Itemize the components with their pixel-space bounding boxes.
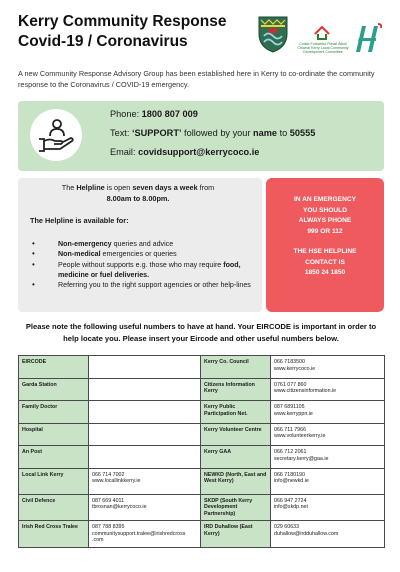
helping-hand-icon-bg: [30, 109, 82, 161]
list-item: [30, 239, 256, 249]
emergency-line: 1850 24 1850: [304, 269, 346, 276]
table-value-cell: [271, 378, 385, 401]
table-value-cell[interactable]: [89, 423, 201, 446]
contact-box: [18, 101, 384, 171]
table-value-cell[interactable]: [89, 356, 201, 379]
hours-post: from: [197, 183, 215, 192]
table-label-cell: Garda Station: [19, 378, 89, 401]
table-label-cell: Local Link Kerry: [19, 468, 89, 494]
useful-numbers-table: [18, 355, 385, 548]
table-row: [19, 401, 385, 424]
cell-line: www.kerrycoco.ie: [274, 365, 316, 372]
kerry-lcdc-logo-icon: [294, 26, 350, 68]
item-text: People without supports e.g. those who may require: [58, 260, 224, 269]
table-value-cell: [271, 401, 385, 424]
text-to: to: [277, 128, 290, 138]
hours-range: 8.00am to 8.00pm.: [106, 194, 170, 203]
table-value-cell: [271, 423, 385, 446]
table-label-cell: Citizens Information Kerry: [201, 378, 271, 401]
table-label-cell: Civil Defence: [19, 494, 89, 521]
table-value-cell: [271, 446, 385, 469]
contact-email: [110, 147, 259, 157]
text-keyword: ‘SUPPORT’: [131, 128, 182, 138]
helpline-box: [18, 178, 262, 312]
table-label-cell: IRD Duhallow (East Kerry): [201, 521, 271, 548]
cell-line: 029 60633: [274, 524, 300, 530]
hours-days: seven days a week: [132, 183, 198, 192]
table-value-cell[interactable]: [89, 378, 201, 401]
cell-line: 087 669 4011: [92, 497, 125, 504]
table-row: [19, 468, 385, 494]
table-label-cell: An Post: [19, 446, 89, 469]
table-label-cell: Kerry Public Participation Net.: [201, 401, 271, 424]
table-value-cell: [271, 356, 385, 379]
header: [18, 12, 382, 64]
text-number[interactable]: 50555: [289, 128, 316, 138]
cell-line: 087 6891105: [274, 404, 305, 410]
table-row: [19, 423, 385, 446]
table-value-cell: [271, 521, 385, 548]
table-row: [19, 494, 385, 521]
helping-hand-icon: [30, 109, 82, 161]
intro-paragraph: A new Community Response Advisory Group has been established here in Kerry to co-ordinate the community response to the Coronavirus / COVID-19 emergency.: [18, 69, 375, 89]
cell-line: 087 788 8395: [92, 524, 125, 530]
table-label-cell: Kerry Co. Council: [201, 356, 271, 379]
item-text: queries and advice: [111, 240, 174, 248]
item-bold: Non-medical: [58, 250, 101, 259]
cell-line: 066 711 7966: [274, 426, 307, 433]
cell-line: communitysupport.tralee@irishredcross: [92, 530, 186, 537]
cell-line: 066 7183500: [274, 359, 305, 365]
cell-line: 0761 077 860: [274, 381, 307, 388]
table-row: [19, 521, 385, 548]
emergency-line: CONTACT IS: [305, 258, 345, 266]
table-row: [19, 356, 385, 379]
item-bold: food, medicine or fuel deliveries.: [58, 260, 241, 279]
table-label-cell: NEWKD (North, East and West Kerry): [201, 468, 271, 494]
item-bold: Non-emergency: [58, 240, 112, 248]
text-name: name: [253, 128, 278, 138]
cell-line: www.citizensinformation.ie: [274, 388, 337, 394]
email-address[interactable]: covidsupport@kerrycoco.ie: [138, 147, 260, 157]
table-value-cell[interactable]: [89, 468, 201, 494]
cell-line: info@newkd.ie: [274, 478, 309, 484]
title-line-2: Covid-19 / Coronavirus: [18, 33, 188, 50]
table-value-cell[interactable]: [89, 401, 201, 424]
text-label: Text:: [110, 128, 132, 138]
table-value-cell: [271, 494, 385, 521]
table-value-cell: [271, 468, 385, 494]
cell-line: www.kerryppn.ie: [274, 410, 313, 417]
kerry-crest-icon: [256, 14, 290, 54]
cell-line: duhallow@irdduhallow.com: [274, 530, 339, 537]
table-label-cell: Irish Red Cross Tralee: [19, 521, 89, 548]
table-label-cell: Kerry GAA: [201, 446, 271, 469]
lcdc-house-icon: [314, 26, 330, 40]
cell-line: secretary.kerry@gaa.ie: [274, 455, 329, 462]
hse-logo-icon: [352, 22, 382, 54]
list-item: [30, 280, 256, 290]
lcdc-logo-text: Coiste Forbartha Pobail Áitiúil Chiarraí Kerry Local Community Development Committee: [297, 42, 349, 55]
cell-line: www.locallinkkerry.ie: [92, 478, 141, 484]
emergency-line: THE HSE HELPLINE: [293, 248, 357, 255]
hours-pre: The: [61, 183, 77, 192]
emergency-line: YOU SHOULD: [303, 206, 347, 214]
cell-line: 066 714 7002: [92, 471, 125, 478]
table-value-cell[interactable]: [89, 494, 201, 521]
page-title: [18, 12, 226, 52]
list-item: [30, 249, 256, 259]
emergency-box: [266, 178, 384, 312]
helpline-available-heading: The Helpline is available for:: [30, 216, 129, 225]
hours-helpline: Helpline: [76, 183, 105, 192]
contact-text: [110, 128, 315, 138]
cell-line: 066 7180190: [274, 471, 305, 478]
table-label-cell: Kerry Volunteer Centre: [201, 423, 271, 446]
hours-mid: is open: [104, 183, 133, 192]
emergency-line: 999 OR 112: [307, 227, 343, 235]
emergency-line: ALWAYS PHONE: [298, 217, 352, 224]
list-item: [30, 260, 256, 281]
contact-phone: [110, 109, 198, 119]
emergency-text: [274, 195, 376, 279]
emergency-line: IN AN EMERGENCY: [293, 196, 357, 203]
phone-number[interactable]: 1800 807 009: [141, 109, 198, 119]
cell-line: 066 947 2724: [274, 497, 307, 504]
phone-label: Phone:: [110, 109, 142, 119]
table-row: [19, 446, 385, 469]
cell-line: www.volunteerkerry.ie: [274, 433, 326, 439]
table-label-cell: Hospital: [19, 423, 89, 446]
helpline-hours: [38, 182, 238, 204]
cell-line: info@skdp.net: [274, 504, 308, 510]
item-text: emergencies or queries: [100, 250, 177, 259]
table-label-cell: EIRCODE: [19, 356, 89, 379]
title-line-1: Kerry Community Response: [18, 13, 227, 30]
table-label-cell: SKDP (South Kerry Development Partnership): [201, 494, 271, 521]
helpline-list: [30, 239, 256, 290]
table-body: [19, 356, 385, 548]
item-text: Referring you to the right support agencies or other help-lines: [58, 281, 251, 290]
table-row: [19, 378, 385, 401]
cell-line: .com: [92, 537, 104, 543]
table-value-cell[interactable]: [89, 446, 201, 469]
cell-line: 066 712 2061: [274, 449, 307, 455]
table-value-cell[interactable]: [89, 521, 201, 548]
table-label-cell: Family Doctor: [19, 401, 89, 424]
email-label: Email:: [110, 147, 139, 157]
text-mid: followed by your: [181, 128, 253, 138]
eircode-note: Please note the following useful numbers to have at hand. Your EIRCODE is important in order to help locate you. Please insert your Eircode and other useful numbers below.: [25, 322, 377, 343]
cell-line: tbrosnan@kerrycoco.ie: [92, 504, 147, 510]
